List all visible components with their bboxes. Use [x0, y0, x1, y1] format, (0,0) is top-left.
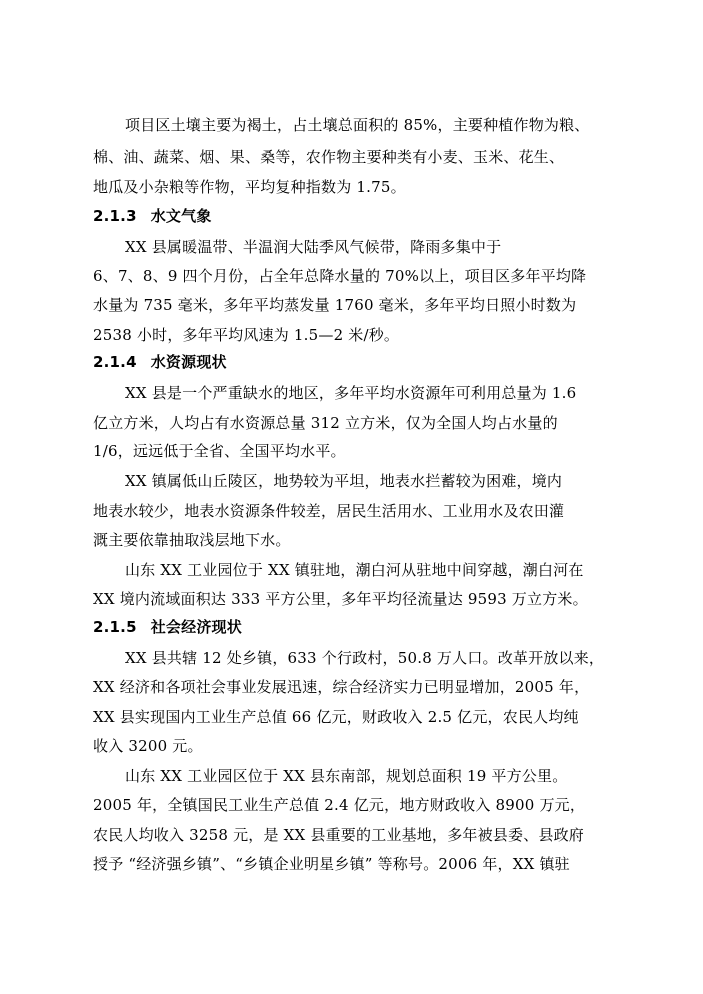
section-number: 2.1.5 [93, 618, 137, 636]
paragraph-line: 1/6，远远低于全省、全国平均水平。 [93, 442, 346, 460]
paragraph-line: 授予 “经济强乡镇”、“乡镇企业明星乡镇” 等称号。2006 年，XX 镇驻 [93, 855, 570, 873]
paragraph-line: 山东 XX 工业园区位于 XX 县东南部，规划总面积 19 平方公里。 [125, 767, 568, 785]
paragraph-line: 2538 小时，多年平均风速为 1.5—2 米/秒。 [93, 326, 400, 344]
paragraph-line: XX 经济和各项社会事业发展迅速，综合经济实力已明显增加，2005 年， [93, 678, 590, 696]
paragraph-line: XX 县共辖 12 处乡镇，633 个行政村，50.8 万人口。改革开放以来， [125, 649, 605, 667]
paragraph-line: XX 镇属低山丘陵区，地势较为平坦，地表水拦蓄较为困难，境内 [125, 472, 563, 490]
section-title: 水资源现状 [150, 353, 227, 371]
paragraph-line: 水量为 735 毫米，多年平均蒸发量 1760 毫米，多年平均日照小时数为 [93, 296, 577, 314]
section-heading-2-1-5 [93, 617, 242, 637]
paragraph-line: 地瓜及小杂粮等作物，平均复种指数为 1.75。 [93, 178, 406, 196]
section-heading-2-1-3 [93, 206, 212, 226]
paragraph-line: XX 县是一个严重缺水的地区，多年平均水资源年可利用总量为 1.6 [125, 384, 577, 402]
paragraph-line: 地表水较少，地表水资源条件较差，居民生活用水、工业用水及农田灌 [93, 502, 565, 520]
paragraph-line: 2005 年，全镇国民工业生产总值 2.4 亿元，地方财政收入 8900 万元， [93, 796, 586, 814]
paragraph-line: XX 县实现国内工业生产总值 66 亿元，财政收入 2.5 亿元，农民人均纯 [93, 708, 579, 726]
paragraph-line: 项目区土壤主要为褐土，占土壤总面积的 85%，主要种植作物为粮、 [125, 116, 590, 134]
section-number: 2.1.3 [93, 207, 137, 225]
paragraph-line: 农民人均收入 3258 元，是 XX 县重要的工业基地，多年被县委、县政府 [93, 826, 585, 844]
paragraph-line: XX 县属暖温带、半温润大陆季风气候带，降雨多集中于 [125, 238, 502, 256]
paragraph-line: 棉、油、蔬菜、烟、果、桑等，农作物主要种类有小麦、玉米、花生、 [93, 148, 565, 166]
paragraph-line: 山东 XX 工业园位于 XX 镇驻地，潮白河从驻地中间穿越，潮白河在 [125, 561, 584, 579]
section-number: 2.1.4 [93, 353, 137, 371]
paragraph-line: 溉主要依靠抽取浅层地下水。 [93, 531, 291, 549]
section-heading-2-1-4 [93, 352, 227, 372]
paragraph-line: 收入 3200 元。 [93, 737, 203, 755]
paragraph-line: 亿立方米，人均占有水资源总量 312 立方米，仅为全国人均占水量的 [93, 414, 558, 432]
section-title: 水文气象 [150, 207, 212, 225]
paragraph-line: 6、7、8、9 四个月份，占全年总降水量的 70%以上，项目区多年平均降 [93, 267, 587, 285]
paragraph-line: XX 境内流域面积达 333 平方公里，多年平均径流量达 9593 万立方米。 [93, 590, 588, 608]
section-title: 社会经济现状 [150, 618, 242, 636]
